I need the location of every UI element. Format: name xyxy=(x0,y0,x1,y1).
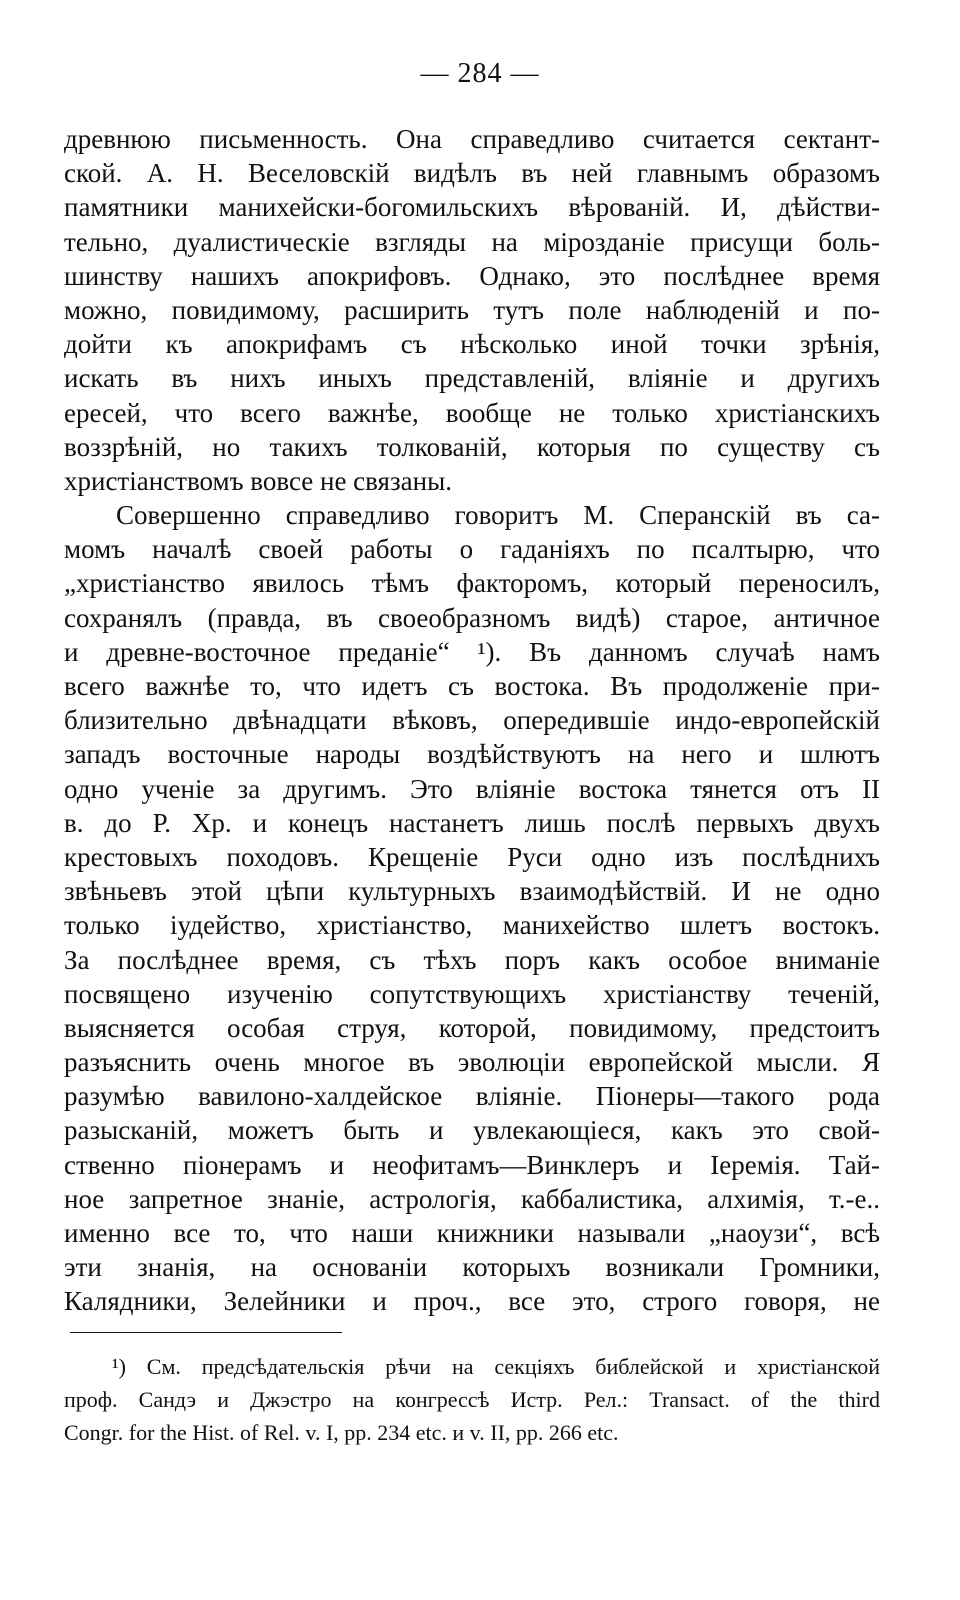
text-line: выясняется особая струя, которой, повидимому, предстоитъ xyxy=(64,1012,880,1043)
text-line: можно, повидимому, расширить тутъ поле наблюденій и по- xyxy=(64,294,880,325)
text-line: тельно, дуалистическіе взгляды на мірозданіе присущи боль- xyxy=(64,226,880,257)
text-line: близительно двѣнадцати вѣковъ, опередившіе индо-европейскій xyxy=(64,705,880,736)
text-line: ное запретное знаніе, астрологія, каббалистика, алхимія, т.-е.. xyxy=(64,1183,880,1214)
text-line: разысканій, можетъ быть и увлекающіеся, какъ это свой- xyxy=(64,1115,880,1146)
text-line: момъ началѣ своей работы о гаданіяхъ по псалтырю, что xyxy=(64,534,880,565)
text-line: ской. А. Н. Веселовскій видѣлъ въ ней главнымъ образомъ xyxy=(64,158,880,189)
text-line: дойти къ апокрифамъ съ нѣсколько иной точки зрѣнія, xyxy=(64,329,880,360)
text-line: памятники манихейски-богомильскихъ вѣрованій. И, дѣйстви- xyxy=(64,192,880,223)
text-line: ересей, что всего важнѣе, вообще не только христіанскихъ xyxy=(64,397,880,428)
text-line: именно все то, что наши книжники называли „наоузи“, всѣ xyxy=(64,1218,880,1248)
main-text xyxy=(64,122,880,1319)
text-line: эти знанія, на основаніи которыхъ возникали Громники, xyxy=(64,1252,880,1283)
footnote-line: проф. Сандэ и Джэстро на конгрессѣ Истр. Рел.: Transact. of the third xyxy=(64,1387,880,1412)
text-line: воззрѣній, но такихъ толкованій, которыя по существу съ xyxy=(64,431,880,462)
text-line: посвящено изученію сопутствующихъ христіанству теченій, xyxy=(64,978,880,1009)
text-line: Калядники, Зелейники и проч., все это, строго говоря, не xyxy=(64,1286,880,1317)
footnote-divider xyxy=(70,1332,342,1333)
text-line: древнюю письменность. Она справедливо считается сектант- xyxy=(64,124,880,154)
text-line: разумѣю вавилоно-халдейское вліяніе. Піонеры—такого рода xyxy=(64,1081,880,1112)
text-line: За послѣднее время, съ тѣхъ поръ какъ особое вниманіе xyxy=(64,944,880,975)
text-line: только іудейство, христіанство, манихейство шлетъ востокъ. xyxy=(64,910,880,941)
text-line: разъяснить очень многое въ эволюціи европейской мысли. Я xyxy=(64,1047,880,1078)
text-line: в. до Р. Хр. и конецъ настанетъ лишь послѣ первыхъ двухъ xyxy=(64,807,880,838)
text-line: звѣньевъ этой цѣпи культурныхъ взаимодѣйствій. И не одно xyxy=(64,876,880,907)
text-line: сохранялъ (правда, въ своеобразномъ видѣ) старое, античное xyxy=(64,602,880,633)
text-line: западъ восточные народы воздѣйствуютъ на него и шлютъ xyxy=(64,739,880,770)
footnote-line: Congr. for the Hist. of Rel. v. I, pp. 234 etc. и v. II, pp. 266 etc. xyxy=(64,1420,619,1445)
text-line: и древне-восточное преданіе“ ¹). Въ данномъ случаѣ намъ xyxy=(64,636,880,667)
footnote xyxy=(64,1350,880,1449)
text-line: всего важнѣе то, что идетъ съ востока. Въ продолженіе при- xyxy=(64,671,880,701)
text-line: христіанствомъ вовсе не связаны. xyxy=(64,465,452,496)
text-line: одно ученіе за другимъ. Это вліяніе востока тянется отъ II xyxy=(64,773,880,804)
footnote-line: ¹) См. предсѣдательскія рѣчи на секціяхъ библейской и христіанской xyxy=(112,1354,880,1379)
text-line: ственно піонерамъ и неофитамъ—Винклеръ и Іеремія. Тай- xyxy=(64,1149,880,1180)
text-line: „христіанство явилось тѣмъ факторомъ, который переносилъ, xyxy=(64,568,880,599)
text-line: крестовыхъ походовъ. Крещеніе Руси одно изъ послѣднихъ xyxy=(64,841,880,872)
text-line: Совершенно справедливо говоритъ М. Сперанскій въ са- xyxy=(116,500,880,531)
page-number: — 284 — xyxy=(420,58,540,89)
text-line: шинству нашихъ апокрифовъ. Однако, это послѣднее время xyxy=(64,260,880,291)
text-line: искать въ нихъ иныхъ представленій, вліяніе и другихъ xyxy=(64,363,880,394)
